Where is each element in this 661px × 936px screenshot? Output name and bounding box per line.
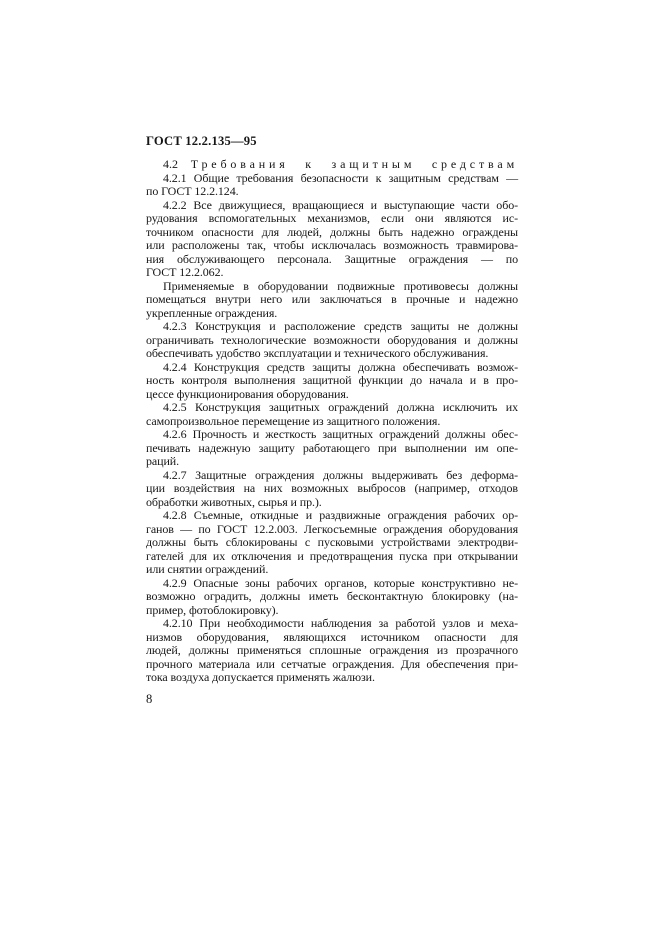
text-line: 4.2.4 Конструкция средств защиты должна обеспечивать возмож- bbox=[163, 359, 518, 374]
text-line: или расположены так, чтобы исключалась возможность травмирова- bbox=[146, 238, 518, 252]
text-line: помещаться внутри него или заключаться в прочные и надежно bbox=[146, 292, 518, 306]
text-line: 4.2.8 Съемные, откидные и раздвижные ограждения рабочих ор- bbox=[163, 508, 518, 522]
text-line: 4.2.7 Защитные ограждения должны выдерживать без деформа- bbox=[163, 467, 518, 482]
paragraph bbox=[146, 361, 518, 402]
text-line: по ГОСТ 12.2.124. bbox=[146, 184, 239, 198]
paragraph bbox=[146, 509, 518, 577]
text-line: ность контроля выполнения защитной функции до начала и в про- bbox=[146, 373, 518, 387]
text-line: должны быть сблокированы с пусковыми устройствами электродви- bbox=[146, 535, 518, 549]
paragraph bbox=[146, 199, 518, 280]
text-line: 4.2.5 Конструкция защитных ограждений должна исключить их bbox=[163, 400, 518, 414]
paragraph bbox=[146, 428, 518, 469]
text-line: ГОСТ 12.2.062. bbox=[146, 265, 224, 279]
text-line: ганов — по ГОСТ 12.2.003. Легкосъемные ограждения оборудования bbox=[146, 521, 518, 536]
paragraph bbox=[146, 320, 518, 361]
paragraph bbox=[146, 469, 518, 510]
text-line: обработки животных, сырья и пр.). bbox=[146, 494, 322, 509]
text-line: низмов оборудования, являющихся источником опасности для bbox=[146, 629, 518, 644]
text-line: раций. bbox=[146, 454, 179, 468]
paragraphs-container bbox=[146, 172, 518, 685]
text-line: ции воздействия на них возможных выбросов (например, отходов bbox=[146, 481, 518, 495]
text-line: точником опасности для людей, должны быть надежно ограждены bbox=[146, 224, 518, 239]
text-line: самопроизвольное перемещение из защитного положения. bbox=[146, 413, 441, 428]
document-header: ГОСТ 12.2.135—95 bbox=[146, 134, 257, 148]
paragraph bbox=[146, 577, 518, 618]
text-line: обеспечивать удобство эксплуатации и технического обслуживания. bbox=[146, 346, 489, 360]
text-line: 4.2.6 Прочность и жесткость защитных ограждений должны обес- bbox=[163, 427, 518, 441]
text-line: пример, фотоблокировку). bbox=[146, 602, 279, 617]
section-title: Требования к защитным средствам bbox=[190, 157, 518, 171]
paragraph bbox=[146, 280, 518, 321]
text-line: возможно оградить, должны иметь бесконтактную блокировку (на- bbox=[146, 589, 518, 603]
text-line: прочного материала или сетчатые ограждения. Для обеспечения при- bbox=[146, 656, 518, 671]
text-line: тока воздуха допускается применять жалюзи. bbox=[146, 670, 375, 684]
text-line: 4.2.3 Конструкция и расположение средств защиты не должны bbox=[163, 319, 518, 333]
text-line: 4.2.2 Все движущиеся, вращающиеся и выступающие части обо- bbox=[163, 197, 518, 212]
document-body bbox=[146, 158, 518, 685]
paragraph bbox=[146, 172, 518, 199]
text-line: ния обслуживающего персонала. Защитные ограждения — по bbox=[146, 251, 518, 266]
page-number: 8 bbox=[146, 691, 153, 706]
text-line: цессе функционирования оборудования. bbox=[146, 386, 349, 401]
paragraph bbox=[146, 401, 518, 428]
text-line: ограничивать технологические возможности оборудования и должны bbox=[146, 332, 518, 347]
paragraph bbox=[146, 617, 518, 685]
text-line: 4.2.10 При необходимости наблюдения за работой узлов и меха- bbox=[163, 616, 518, 630]
text-line: 4.2.9 Опасные зоны рабочих органов, которые конструктивно не- bbox=[163, 575, 518, 590]
text-line: рудования вспомогательных механизмов, если они являются ис- bbox=[146, 211, 518, 225]
text-line: Применяемые в оборудовании подвижные противовесы должны bbox=[163, 278, 518, 293]
text-line: 4.2.1 Общие требования безопасности к защитным средствам — bbox=[163, 170, 518, 185]
text-line: гателей для их отключения и предотвращения пуска при открывании bbox=[146, 548, 518, 563]
section-heading bbox=[146, 158, 518, 172]
text-line: или снятии ограждений. bbox=[146, 562, 269, 576]
text-line: укрепленные ограждения. bbox=[146, 305, 278, 320]
text-line: печивать надежную защиту работающего при выполнении им опе- bbox=[146, 440, 518, 455]
section-number: 4.2 bbox=[163, 157, 178, 171]
text-line: людей, должны применяться сплошные ограждения из прозрачного bbox=[146, 643, 518, 657]
